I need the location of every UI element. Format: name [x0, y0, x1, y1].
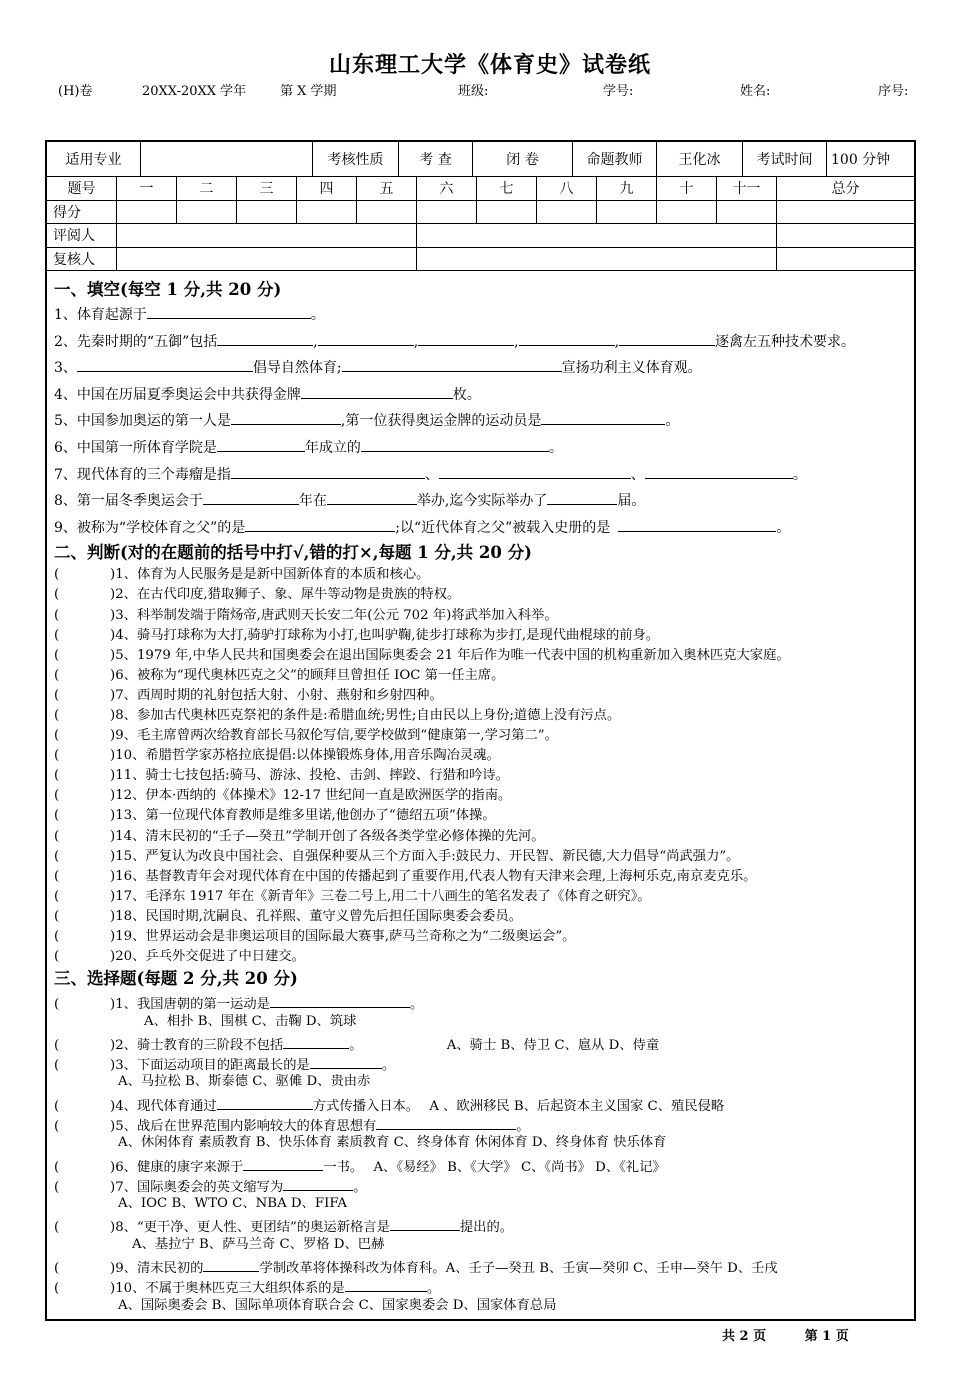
- col-8: 八: [537, 177, 597, 201]
- choice-question-6: ( )6、健康的康字来源于 一书。 A、《易经》 B、《大学》 C、《尚书》 D、《礼记》: [54, 1154, 924, 1174]
- col-1: 一: [117, 177, 177, 201]
- checker-row: [47, 247, 915, 271]
- judge-question-4: ( )4、骑马打球称为大打,骑驴打球称为小打,也叫驴鞠,徒步打球称为步打,是现代曲棍球的前身。: [54, 627, 660, 643]
- choice-options-9: A、壬子—癸丑 B、壬寅—癸卯 C、壬申—癸午 D、壬戌: [445, 1261, 778, 1277]
- choice-options-8: A、基拉宁 B、萨马兰奇 C、罗格 D、巴赫: [132, 1236, 385, 1252]
- question-no-label: 题号: [47, 177, 117, 201]
- time-value: 100 分钟: [827, 142, 915, 177]
- score-table: [46, 176, 915, 271]
- fill-question-7: 7、现代体育的三个毒瘤是指 、 、 。: [54, 462, 924, 489]
- section-1-title: 一、填空(每空 1 分,共 20 分): [54, 280, 282, 299]
- judge-question-12: ( )12、伊本·西纳的《体操术》12-17 世纪间一直是欧洲医学的指南。: [54, 788, 512, 804]
- exam-header-table: [46, 141, 915, 177]
- choice-options-6: A、《易经》 B、《大学》 C、《尚书》 D、《礼记》: [373, 1159, 666, 1175]
- judge-question-18: ( )18、民国时期,沈嗣良、孔祥熙、董守义曾先后担任国际奥委会委员。: [54, 908, 522, 924]
- reviewer-row: [47, 224, 915, 248]
- fill-question-9: 9、被称为“学校体育之父”的是 ;以“近代体育之父”被载入史册的是 。: [54, 515, 924, 542]
- fill-question-5: 5、中国参加奥运的第一人是 ,第一位获得奥运金牌的运动员是 。: [54, 408, 924, 435]
- score-row: [47, 200, 915, 224]
- seq-label: 序号:: [878, 84, 909, 99]
- reviewer-label: 评阅人: [47, 224, 117, 248]
- judge-question-10: ( )10、希腊哲学家苏格拉底提倡:以体操锻炼身体,用音乐陶冶灵魂。: [54, 748, 500, 764]
- choice-question-10: ( )10、不属于奥林匹克三大组织体系的是 。: [54, 1275, 924, 1295]
- fill-question-4: 4、中国在历届夏季奥运会中共获得金牌 枚。: [54, 382, 924, 409]
- time-label: 考试时间: [743, 142, 827, 177]
- judge-question-1: ( )1、体育为人民服务是是新中国新体育的本质和核心。: [54, 567, 430, 583]
- col-4: 四: [297, 177, 357, 201]
- nature-label: 考核性质: [313, 142, 399, 177]
- exam-title: 山东理工大学《体育史》试卷纸: [328, 52, 651, 78]
- judge-question-16: ( )16、基督教青年会对现代体育在中国的传播起到了重要作用,代表人物有天津来会理,上海柯乐克,南京麦克乐。: [54, 868, 757, 884]
- col-11: 十一: [717, 177, 777, 201]
- judge-question-7: ( )7、西周时期的礼射包括大射、小射、燕射和乡射四种。: [54, 687, 443, 703]
- col-10: 十: [657, 177, 717, 201]
- choice-question-4: ( )4、现代体育通过 方式传播入日本。 A 、欧洲移民 B、后起资本主义国家 C、殖民侵略: [54, 1093, 924, 1113]
- choice-options-4: A 、欧洲移民 B、后起资本主义国家 C、殖民侵略: [429, 1098, 725, 1114]
- true-false-list: [54, 565, 924, 967]
- teacher-value: 王化冰: [657, 142, 743, 177]
- major-label: 适用专业: [47, 142, 141, 177]
- col-5: 五: [357, 177, 417, 201]
- total-pages: 共 2 页: [722, 1329, 767, 1344]
- choice-options-2: A、骑士 B、侍卫 C、扈从 D、侍童: [446, 1037, 660, 1053]
- score-label: 得分: [47, 200, 117, 224]
- nature-value: 考 查: [399, 142, 473, 177]
- choice-question-2: ( )2、骑士教育的三阶段不包括 。 A、骑士 B、侍卫 C、扈从 D、侍童: [54, 1032, 924, 1052]
- judge-question-6: ( )6、被称为“现代奥林匹克之父”的顾拜旦曾担任 IOC 第一任主席。: [54, 667, 505, 683]
- term: 第 X 学期: [280, 84, 337, 99]
- judge-question-20: ( )20、乒乓外交促进了中日建交。: [54, 949, 305, 965]
- major-value: [141, 142, 313, 177]
- score-header-row: [47, 177, 915, 201]
- teacher-label: 命题教师: [573, 142, 657, 177]
- judge-question-9: ( )9、毛主席曾两次给教育部长马叙伦写信,要学校做到“健康第一,学习第二”。: [54, 728, 558, 744]
- judge-question-14: ( )14、清末民初的“壬子—癸丑”学制开创了各级各类学堂必修体操的先河。: [54, 828, 545, 844]
- exam-content: [54, 278, 924, 1316]
- fill-question-1: 1、体育起源于 。: [54, 302, 924, 329]
- choice-question-7: ( )7、国际奥委会的英文缩写为 。: [54, 1174, 924, 1194]
- fill-question-6: 6、中国第一所体育学院是 年成立的 。: [54, 435, 924, 462]
- col-2: 二: [177, 177, 237, 201]
- fill-question-3: 3、 倡导自然体育; 宣扬功利主义体育观。: [54, 355, 924, 382]
- paper-type: (H)卷: [58, 84, 93, 99]
- choice-question-5: ( )5、战后在世界范围内影响较大的体育思想有 。: [54, 1113, 924, 1133]
- closed-book: 闭 卷: [473, 142, 573, 177]
- section-2-title: 二、判断(对的在题前的括号中打√,错的打×,每题 1 分,共 20 分): [54, 543, 532, 563]
- academic-year: 20XX-20XX 学年: [142, 84, 247, 99]
- section-3-title: 三、选择题(每题 2 分,共 20 分): [54, 969, 298, 989]
- judge-question-19: ( )19、世界运动会是非奥运项目的国际最大赛事,萨马兰奇称之为“二级奥运会”。: [54, 929, 576, 945]
- judge-question-11: ( )11、骑士七技包括:骑马、游泳、投枪、击剑、摔跤、行猎和吟诗。: [54, 768, 509, 784]
- choice-question-1: ( )1、我国唐朝的第一运动是 。: [54, 991, 924, 1011]
- judge-question-2: ( )2、在古代印度,猎取狮子、象、犀牛等动物是贵族的特权。: [54, 587, 461, 603]
- judge-question-5: ( )5、1979 年,中华人民共和国奥委会在退出国际奥委会 21 年后作为唯一代表中国的机构重新加入奥林匹克大家庭。: [54, 647, 790, 663]
- judge-question-15: ( )15、严复认为改良中国社会、自强保种要从三个方面入手:鼓民力、开民智、新民德,大力倡导“尚武强力”。: [54, 848, 740, 864]
- fill-question-8: 8、第一届冬季奥运会于 年在 举办,迄今实际举办了 届。: [54, 488, 924, 515]
- class-label: 班级:: [458, 84, 489, 99]
- choice-options-5: A、休闲体育 素质教育 B、快乐体育 素质教育 C、终身体育 休闲体育 D、终身体育 快乐体育: [118, 1135, 667, 1151]
- choice-options-3: A、马拉松 B、斯泰德 C、驱傩 D、贵由赤: [118, 1074, 371, 1090]
- judge-question-17: ( )17、毛泽东 1917 年在《新青年》三卷二号上,用二十八画生的笔名发表了《体育之研究》。: [54, 888, 651, 904]
- choice-question-3: ( )3、下面运动项目的距离最长的是 。: [54, 1052, 924, 1072]
- col-3: 三: [237, 177, 297, 201]
- page-footer: [722, 1325, 849, 1344]
- choice-options-7: A、IOC B、WTO C、NBA D、FIFA: [118, 1196, 348, 1212]
- checker-label: 复核人: [47, 247, 117, 271]
- choice-question-8: ( )8、“更干净、更人性、更团结”的奥运新格言是 提出的。: [54, 1214, 924, 1234]
- judge-question-8: ( )8、参加古代奥林匹克祭祀的条件是:希腊血统;男性;自由民以上身份;道德上没有污点。: [54, 708, 621, 723]
- col-6: 六: [417, 177, 477, 201]
- choice-question-9: ( )9、清末民初的 学制改革将体操科改为体育科。A、壬子—癸丑 B、壬寅—癸卯 C、壬申—癸午 D、壬戌: [54, 1255, 924, 1275]
- col-9: 九: [597, 177, 657, 201]
- choice-options-10: A、国际奥委会 B、国际单项体育联合会 C、国家奥委会 D、国家体育总局: [118, 1297, 557, 1313]
- judge-question-3: ( )3、科举制发端于隋炀帝,唐武则天长安二年(公元 702 年)将武举加入科举。: [54, 607, 558, 623]
- student-id-label: 学号:: [603, 84, 634, 99]
- judge-question-13: ( )13、第一位现代体育教师是维多里诺,他创办了“德绍五项”体操。: [54, 808, 496, 824]
- student-info-line: [58, 80, 928, 98]
- col-7: 七: [477, 177, 537, 201]
- fill-question-2: 2、先秦时期的“五御”包括 , , , , 逐禽左五种技术要求。: [54, 329, 924, 356]
- name-label: 姓名:: [740, 84, 771, 99]
- col-total: 总分: [777, 177, 915, 201]
- page-number: 第 1 页: [804, 1329, 849, 1344]
- choice-options-1: A、相扑 B、围棋 C、击鞠 D、筑球: [144, 1013, 357, 1029]
